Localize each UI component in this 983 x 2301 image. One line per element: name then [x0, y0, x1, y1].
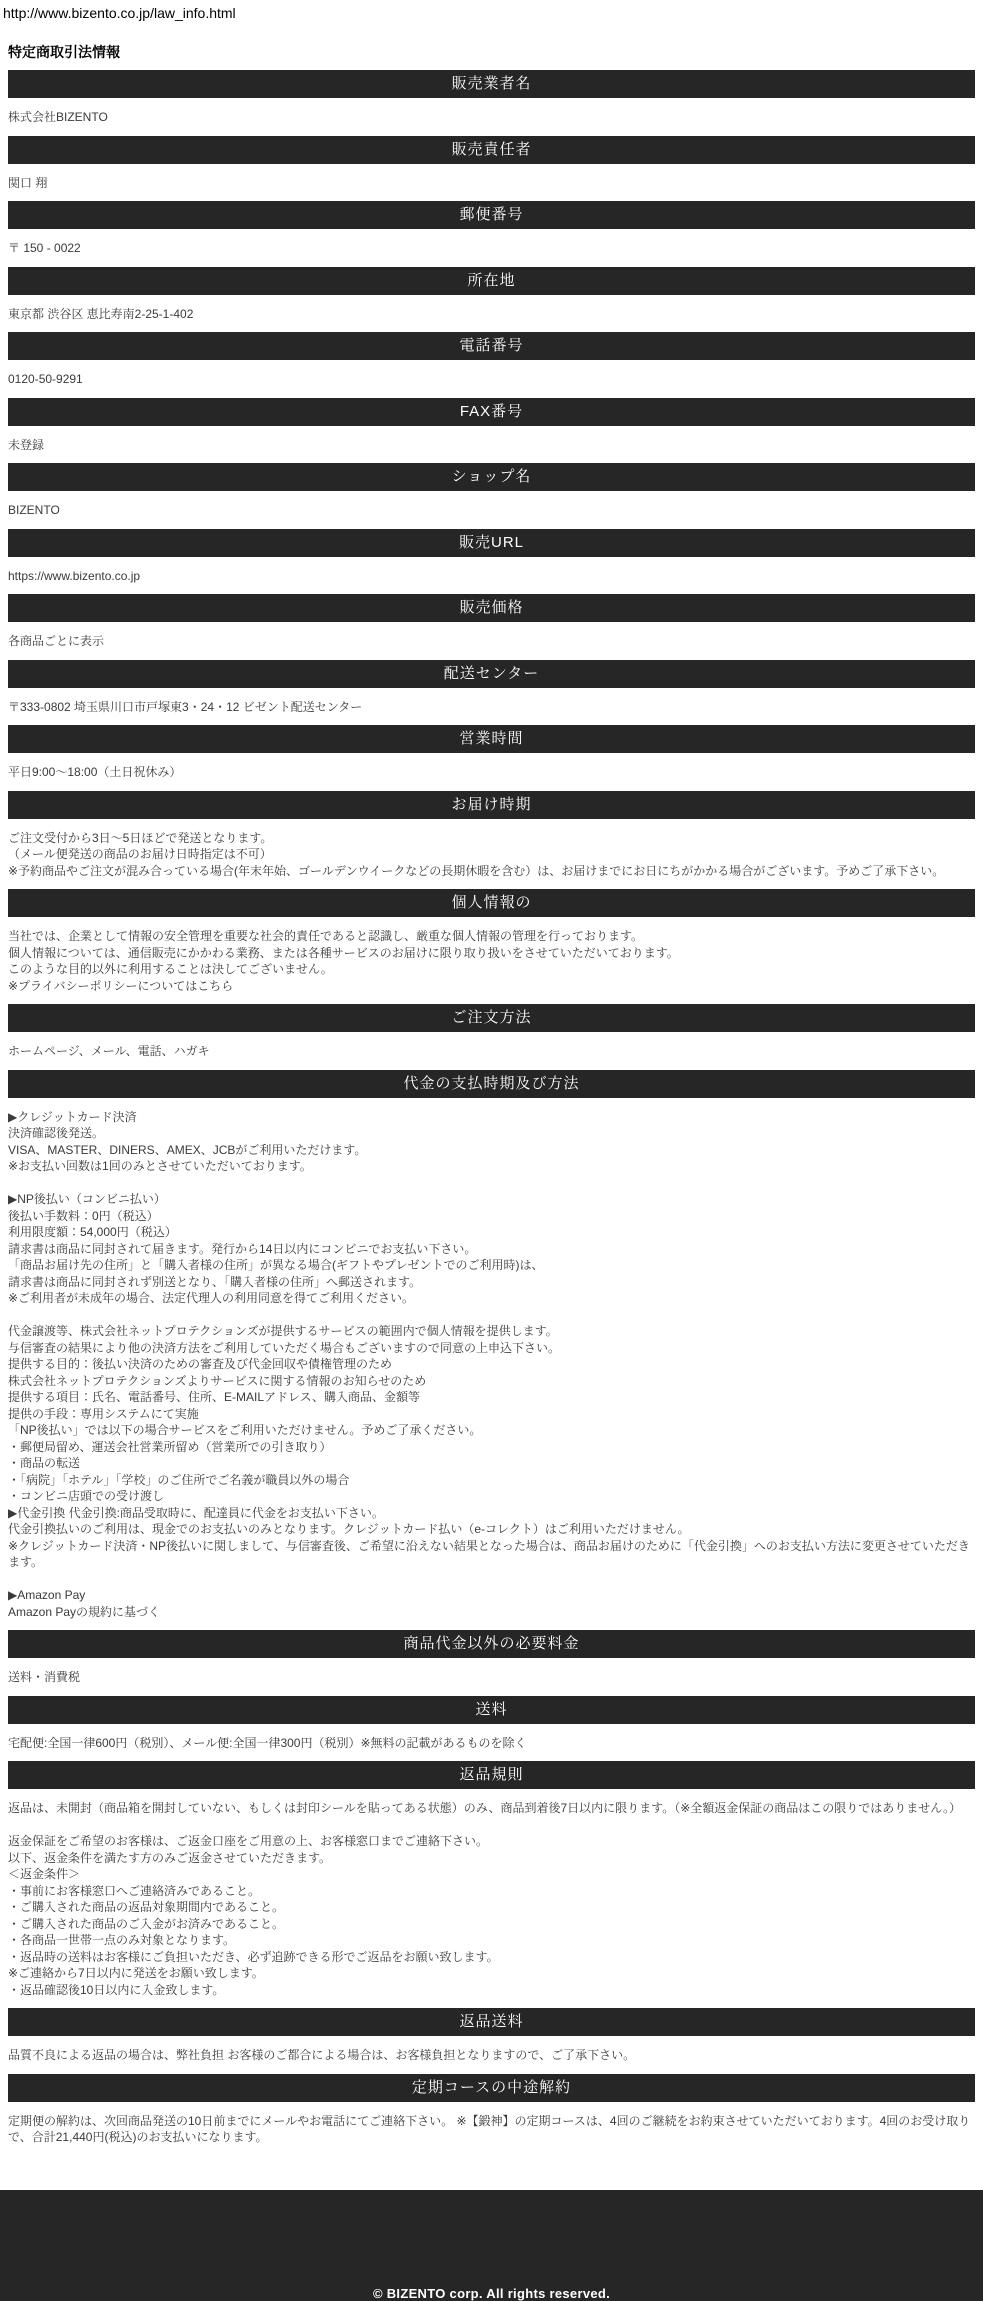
- law-section: [8, 725, 975, 781]
- text-line: ▶代金引換 代金引換:商品受取時に、配達員に代金をお支払い下さい。: [8, 1505, 384, 1520]
- text-line: ・郵便局留め、運送会社営業所留め（営業所での引き取り）: [8, 1439, 332, 1454]
- text-line: 〒333-0802 埼玉県川口市戸塚東3・24・12 ビゼント配送センター: [8, 699, 363, 714]
- section-body: [8, 240, 975, 257]
- section-header-bar: 販売責任者: [8, 136, 975, 164]
- text-line: 株式会社ネットプロテクションズよりサービスに関する情報のお知らせのため: [8, 1373, 427, 1388]
- page-title: 特定商取引法情報: [8, 44, 120, 60]
- text-line: ・事前にお客様窓口へご連絡済みであること。: [8, 1883, 261, 1898]
- footer: [0, 2190, 983, 2301]
- blank-line: [8, 1817, 975, 1834]
- text-line: ※お支払い回数は1回のみとさせていただいております。: [8, 1159, 312, 1173]
- text-line: ＜返金条件＞: [8, 1867, 81, 1881]
- section-body: [8, 928, 975, 994]
- law-section: [8, 660, 975, 716]
- law-section: [8, 136, 975, 192]
- text-line: ※ご連絡から7日以内に発送をお願い致します。: [8, 1966, 264, 1980]
- section-header-bar: 商品代金以外の必要料金: [8, 1630, 975, 1658]
- text-line: 請求書は商品に同封されず別送となり、「購入者様の住所」へ郵送されます。: [8, 1274, 422, 1289]
- section-header-bar: お届け時期: [8, 791, 975, 819]
- text-line: 宅配便:全国一律600円（税別）、メール便:全国一律300円（税別）※無料の記載があるものを除く: [8, 1735, 527, 1750]
- section-header-bar: ご注文方法: [8, 1004, 975, 1032]
- blank-line: [8, 1571, 975, 1588]
- law-section: [8, 267, 975, 323]
- text-line: 定期便の解約は、次回商品発送の10日前までにメールやお電話にてご連絡下さい。 ※【鍛神】の定期コースは、4回のご継続をお約束させていただいております。4回のお受け取りで、合計21,440円(税込)のお支払いになります。: [8, 2113, 971, 2144]
- text-line: Amazon Payの規約に基づく: [8, 1604, 161, 1619]
- section-header-bar: 郵便番号: [8, 201, 975, 229]
- section-header-bar: 営業時間: [8, 725, 975, 753]
- text-line: 以下、返金条件を満たす方のみご返金させていただきます。: [8, 1850, 332, 1865]
- text-line: 平日9:00〜18:00（土日祝休み）: [8, 765, 182, 779]
- text-line: BIZENTO: [8, 503, 60, 517]
- text-line: 提供する目的：後払い決済のための審査及び代金回収や債権管理のため: [8, 1357, 393, 1371]
- text-line: 代金譲渡等、株式会社ネットプロテクションズが提供するサービスの範囲内で個人情報を提供します。: [8, 1324, 558, 1338]
- section-body: [8, 1043, 975, 1060]
- section-body: [8, 830, 975, 880]
- section-body: [8, 502, 975, 519]
- sections-container: [8, 70, 975, 2146]
- law-section: [8, 2008, 975, 2064]
- text-line: ※予約商品やご注文が混み合っている場合(年末年始、ゴールデンウイークなどの長期休暇を含む）は、お届けまでにお日にちがかかる場合がございます。予めご了承下さい。: [8, 863, 945, 878]
- section-body: [8, 764, 975, 781]
- text-line: 株式会社BIZENTO: [8, 110, 108, 124]
- text-line: 返金保証をご希望のお客様は、ご返金口座をご用意の上、お客様窓口までご連絡下さい。: [8, 1834, 489, 1848]
- text-line: 提供する項目：氏名、電話番号、住所、E-MAILアドレス、購入商品、金額等: [8, 1390, 421, 1404]
- section-header-bar: 電話番号: [8, 332, 975, 360]
- copyright-text: © BIZENTO corp. All rights reserved.: [372, 2285, 611, 2301]
- section-header-bar: 配送センター: [8, 660, 975, 688]
- text-line: このような目的以外に利用することは決してございません。: [8, 962, 333, 976]
- law-section: [8, 332, 975, 388]
- law-section: [8, 398, 975, 454]
- text-line: 関口 翔: [8, 175, 48, 190]
- section-header-bar: 返品規則: [8, 1761, 975, 1789]
- text-line: 返品は、未開封（商品箱を開封していない、もしくは封印シールを貼ってある状態）のみ、商品到着後7日以内に限ります。（※全額返金保証の商品はこの限りではありません。）: [8, 1801, 961, 1815]
- section-header-bar: 定期コースの中途解約: [8, 2074, 975, 2102]
- text-line: ・コンビニ店頭での受け渡し: [8, 1489, 165, 1503]
- section-body: [8, 699, 975, 716]
- text-line: ・商品の転送: [8, 1456, 81, 1470]
- section-body: [8, 1109, 975, 1621]
- section-header-bar: 代金の支払時期及び方法: [8, 1070, 975, 1098]
- text-line: 東京都 渋谷区 恵比寿南2-25-1-402: [8, 306, 194, 321]
- section-header-bar: 個人情報の: [8, 889, 975, 917]
- law-section: [8, 1004, 975, 1060]
- section-header-bar: 送料: [8, 1696, 975, 1724]
- section-body: [8, 1800, 975, 1998]
- law-section: [8, 594, 975, 650]
- text-line: ※プライバシーポリシーについてはこちら: [8, 978, 234, 993]
- text-line: 〒 150 - 0022: [8, 241, 81, 255]
- law-section: [8, 889, 975, 994]
- text-line: ・返品確認後10日以内に入金致します。: [8, 1982, 225, 1997]
- text-line: 0120-50-9291: [8, 372, 83, 386]
- section-body: [8, 1669, 975, 1686]
- blank-line: [8, 1175, 975, 1192]
- text-line: 「商品お届け先の住所」と「購入者様の住所」が異なる場合(ギフトやプレゼントでのご利用時)は、: [8, 1258, 544, 1272]
- text-line: ・返品時の送料はお客様にご負担いただき、必ず追跡できる形でご返品をお願い致します。: [8, 1949, 499, 1964]
- text-line: 品質不良による返品の場合は、弊社負担 お客様のご都合による場合は、お客様負担となりますので、ご了承下さい。: [8, 2048, 636, 2062]
- text-line: ▶クレジットカード決済: [8, 1109, 137, 1124]
- text-line: https://www.bizento.co.jp: [8, 568, 141, 583]
- text-line: VISA、MASTER、DINERS、AMEX、JCBがご利用いただけます。: [8, 1142, 367, 1157]
- section-header-bar: 販売URL: [8, 529, 975, 557]
- text-line: 利用限度額：54,000円（税込）: [8, 1225, 177, 1239]
- section-header-bar: 販売価格: [8, 594, 975, 622]
- law-section: [8, 529, 975, 585]
- law-section: [8, 1696, 975, 1752]
- law-section: [8, 2074, 975, 2146]
- law-section: [8, 70, 975, 126]
- text-line: 個人情報については、通信販売にかかわる業務、または各種サービスのお届けに限り取り扱いをさせていただいております。: [8, 945, 679, 960]
- text-line: ・ご購入された商品のご入金がお済みであること。: [8, 1916, 285, 1931]
- text-line: 当社では、企業として情報の安全管理を重要な社会的責任であると認識し、厳重な個人情報の管理を行っております。: [8, 929, 644, 943]
- text-line: 提供の手段：専用システムにて実施: [8, 1406, 199, 1421]
- text-line: ▶Amazon Pay: [8, 1588, 86, 1602]
- text-line: ・「病院」「ホテル」「学校」のご住所でご名義が職員以外の場合: [8, 1472, 350, 1487]
- text-line: 代金引換払いのご利用は、現金でのお支払いのみとなります。クレジットカード払い（e-コレクト）はご利用いただけません。: [8, 1522, 690, 1536]
- section-body: [8, 175, 975, 192]
- section-header-bar: 所在地: [8, 267, 975, 295]
- law-section: [8, 1630, 975, 1686]
- text-line: 送料・消費税: [8, 1670, 81, 1684]
- section-body: [8, 2047, 975, 2064]
- section-header-bar: 販売業者名: [8, 70, 975, 98]
- text-line: 未登録: [8, 437, 45, 452]
- text-line: ご注文受付から3日〜5日ほどで発送となります。: [8, 830, 273, 845]
- law-section: [8, 1070, 975, 1621]
- law-section: [8, 201, 975, 257]
- url-bar[interactable]: http://www.bizento.co.jp/law_info.html: [3, 5, 236, 21]
- text-line: ※ご利用者が未成年の場合、法定代理人の利用同意を得てご利用ください。: [8, 1291, 415, 1305]
- section-body: [8, 371, 975, 388]
- section-body: [8, 109, 975, 126]
- text-line: （メール便発送の商品のお届け日時指定は不可）: [8, 847, 272, 861]
- text-line: 与信審査の結果により他の決済方法をご利用していただく場合もございますので同意の上申込下さい。: [8, 1340, 561, 1355]
- law-info-page: [0, 26, 983, 2156]
- text-line: ・各商品一世帯一点のみ対象となります。: [8, 1933, 236, 1947]
- section-body: [8, 2113, 975, 2146]
- section-body: [8, 633, 975, 650]
- text-line: 請求書は商品に同封されて届きます。発行から14日以内にコンビニでお支払い下さい。: [8, 1241, 477, 1256]
- law-section: [8, 791, 975, 880]
- text-line: ▶NP後払い（コンビニ払い）: [8, 1192, 166, 1206]
- section-header-bar: 返品送料: [8, 2008, 975, 2036]
- section-header-bar: FAX番号: [8, 398, 975, 426]
- text-line: 各商品ごとに表示: [8, 634, 105, 648]
- blank-line: [8, 1307, 975, 1324]
- text-line: ※クレジットカード決済・NP後払いに関しまして、与信審査後、ご希望に沿えない結果となった場合は、商品お届けのために「代金引換」へのお支払い方法に変更させていただきます。: [8, 1538, 970, 1569]
- text-line: 「NP後払い」では以下の場合サービスをご利用いただけません。予めご了承ください。: [8, 1423, 482, 1437]
- law-section: [8, 1761, 975, 1998]
- section-body: [8, 437, 975, 454]
- law-section: [8, 463, 975, 519]
- text-line: 後払い手数料：0円（税込）: [8, 1208, 159, 1223]
- text-line: ホームページ、メール、電話、ハガキ: [8, 1044, 210, 1058]
- section-header-bar: ショップ名: [8, 463, 975, 491]
- section-body: [8, 306, 975, 323]
- text-line: ・ご購入された商品の返品対象期間内であること。: [8, 1900, 285, 1914]
- section-body: [8, 568, 975, 585]
- text-line: 決済確認後発送。: [8, 1126, 105, 1140]
- section-body: [8, 1735, 975, 1752]
